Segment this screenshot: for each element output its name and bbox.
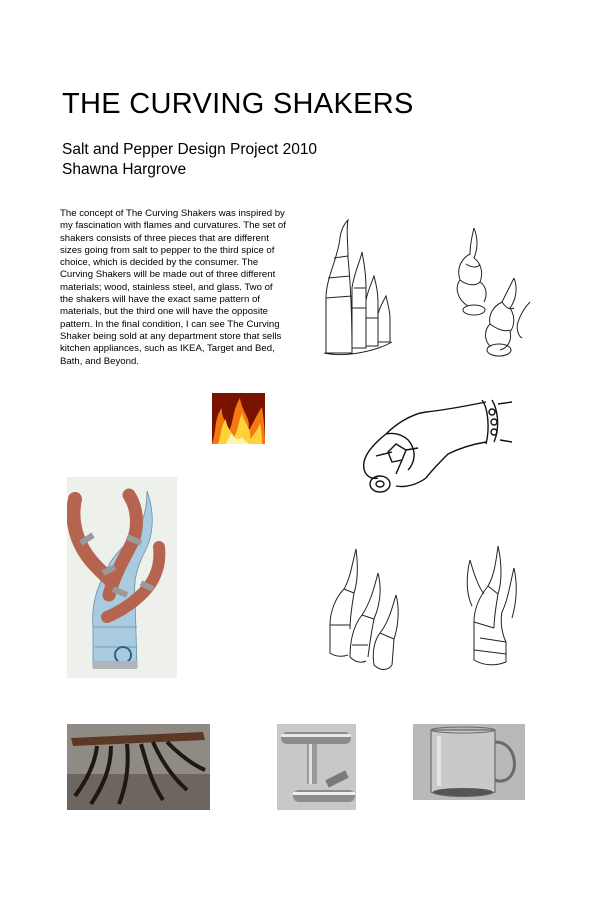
colored-shaker-rendering — [67, 477, 177, 678]
curving-shakers-sketch-left — [322, 545, 402, 673]
hand-sketch — [356, 392, 518, 504]
concept-paragraph: The concept of The Curving Shakers was inspired by my fascination with flames and curvatures. The set of shakers consists of three pieces that are different sizes going from salt to pepper to the third spice of choice, which is decided by the consumer. The Curving Shakers will be made out of three different materials; wood, stainless steel, and glass. Two of the shakers will have the exact same pattern of materials, but the third one will have the opposite pattern. In the final condition, I can see The Curving Shaker being sold at any department store that sells kitchen appliances, such as IKEA, Target and Bed, Bath, and Beyond. — [60, 208, 286, 367]
glass-material-photo — [413, 724, 525, 800]
curled-shakers-sketch — [444, 222, 534, 360]
project-name: Salt and Pepper Design Project 2010 — [62, 141, 318, 158]
stainless-steel-photo — [277, 724, 356, 810]
curving-shakers-sketch-right — [460, 542, 520, 672]
page-title: THE CURVING SHAKERS — [62, 88, 414, 120]
wood-material-photo — [67, 724, 210, 810]
subtitle-block — [62, 140, 317, 180]
tall-shakers-sketch — [318, 218, 398, 358]
flames-image — [212, 393, 265, 444]
author-name: Shawna Hargrove — [62, 161, 187, 178]
